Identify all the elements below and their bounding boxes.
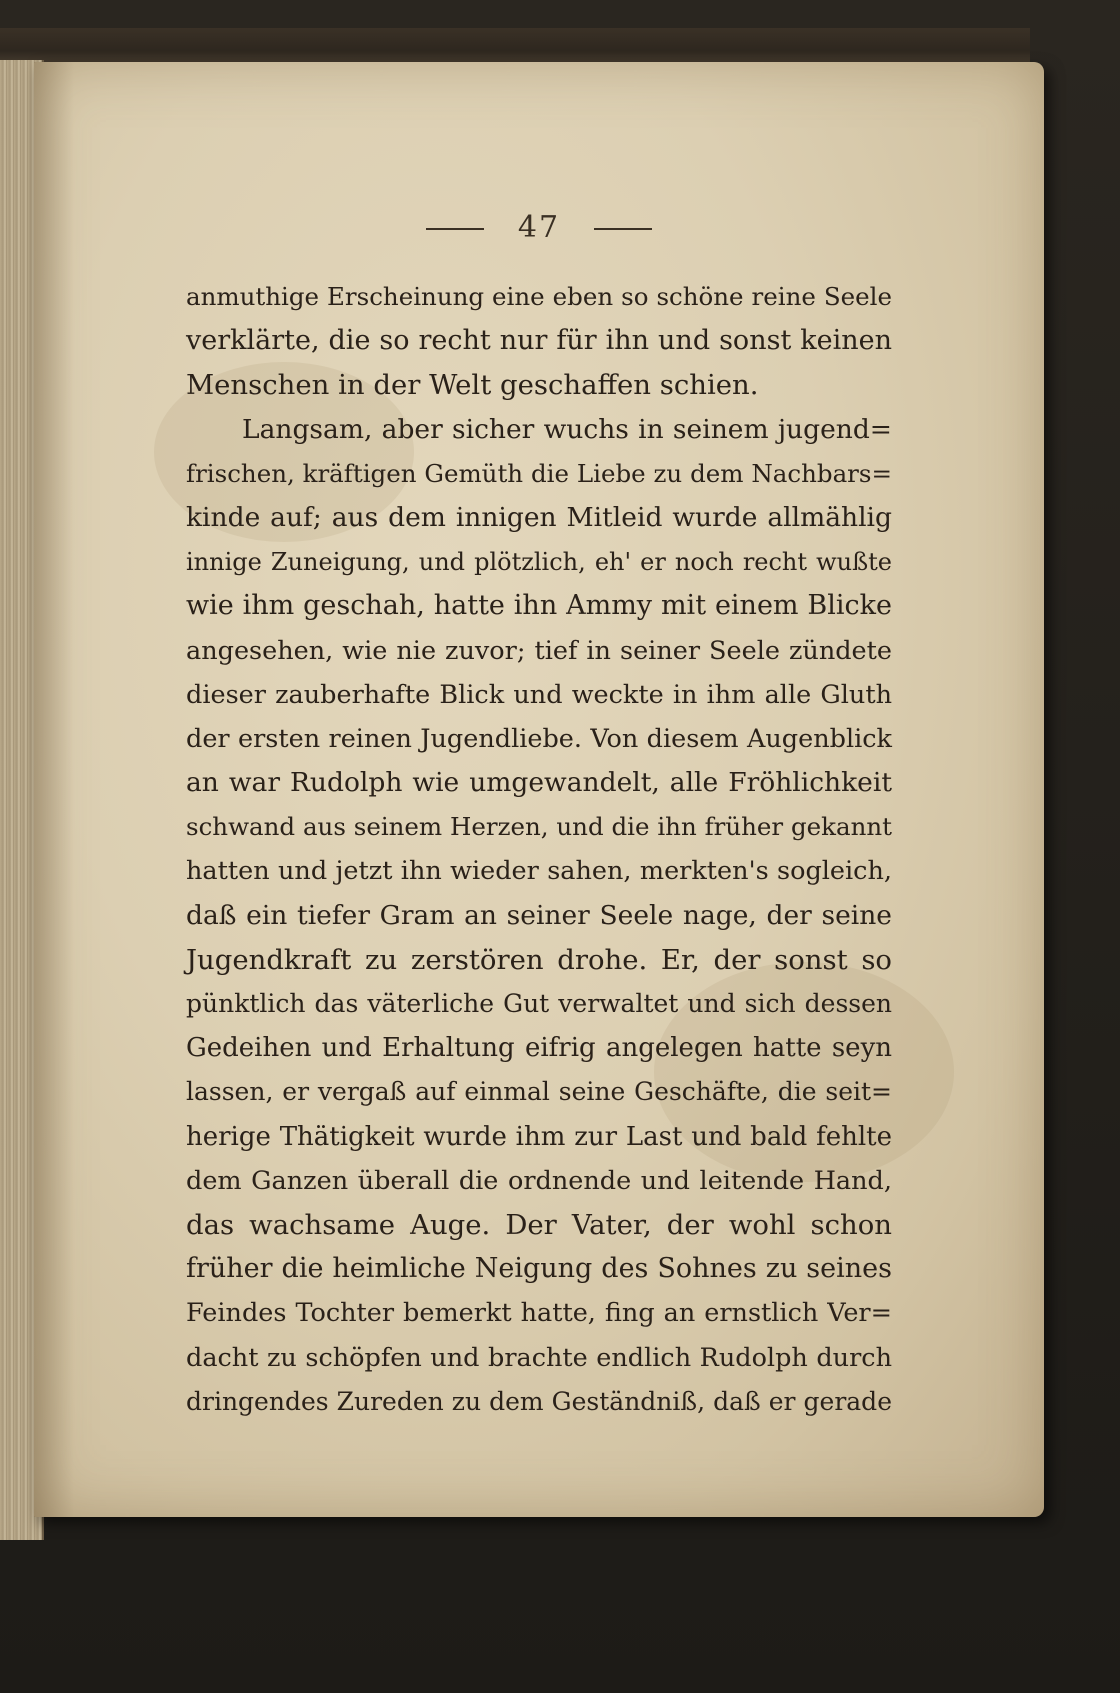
text-line: schwand aus seinem Herzen, und die ihn früher gekannt — [186, 812, 892, 842]
text-line: kinde auf; aus dem innigen Mitleid wurde allmählig — [186, 501, 892, 533]
text-line: Langsam, aber sicher wuchs in seinem jugend= — [242, 413, 892, 445]
text-line: Gedeihen und Erhaltung eifrig angelegen hatte seyn — [186, 1033, 892, 1064]
text-line: daß ein tiefer Gram an seiner Seele nage, der seine — [186, 899, 892, 931]
header-rule-right — [594, 228, 652, 230]
text-line: dem Ganzen überall die ordnende und leitende Hand, — [186, 1165, 892, 1196]
page-header — [34, 210, 1044, 245]
text-line: verklärte, die so recht nur für ihn und sonst keinen — [186, 325, 892, 357]
text-line: früher die heimliche Neigung des Sohnes zu seines — [186, 1253, 892, 1285]
text-line: dacht zu schöpfen und brachte endlich Rudolph durch — [186, 1342, 892, 1373]
text-line: der ersten reinen Jugendliebe. Von diesem Augenblick — [186, 723, 892, 754]
text-line: hatten und jetzt ihn wieder sahen, merkten's sogleich, — [186, 856, 892, 887]
text-line: das wachsame Auge. Der Vater, der wohl schon — [186, 1208, 892, 1241]
book-page — [34, 62, 1044, 1517]
text-line: lassen, er vergaß auf einmal seine Geschäfte, die seit= — [186, 1077, 892, 1107]
text-line: Feindes Tochter bemerkt hatte, fing an ernstlich Ver= — [186, 1298, 892, 1329]
text-line: herige Thätigkeit wurde ihm zur Last und bald fehlte — [186, 1121, 892, 1152]
text-line: anmuthige Erscheinung eine eben so schöne reine Seele — [186, 282, 892, 311]
text-line: Menschen in der Welt geschaffen schien. — [186, 369, 759, 402]
text-line: Jugendkraft zu zerstören drohe. Er, der sonst so — [186, 943, 892, 976]
text-line: pünktlich das väterliche Gut verwaltet und sich dessen — [186, 989, 892, 1018]
text-line: innige Zuneigung, und plötzlich, eh' er noch recht wußte — [186, 548, 892, 577]
text-line: an war Rudolph wie umgewandelt, alle Fröhlichkeit — [186, 767, 892, 799]
text-line: dieser zauberhafte Blick und weckte in ihm alle Gluth — [186, 679, 892, 710]
text-line: dringendes Zureden zu dem Geständniß, daß er gerade — [186, 1386, 892, 1416]
text-line: frischen, kräftigen Gemüth die Liebe zu dem Nachbars= — [186, 458, 892, 488]
header-rule-left — [426, 228, 484, 230]
text-line: wie ihm geschah, hatte ihn Ammy mit einem Blicke — [186, 590, 892, 622]
page-number: 47 — [517, 210, 561, 245]
body-text — [186, 275, 892, 1424]
text-line: angesehen, wie nie zuvor; tief in seiner Seele zündete — [186, 635, 892, 666]
